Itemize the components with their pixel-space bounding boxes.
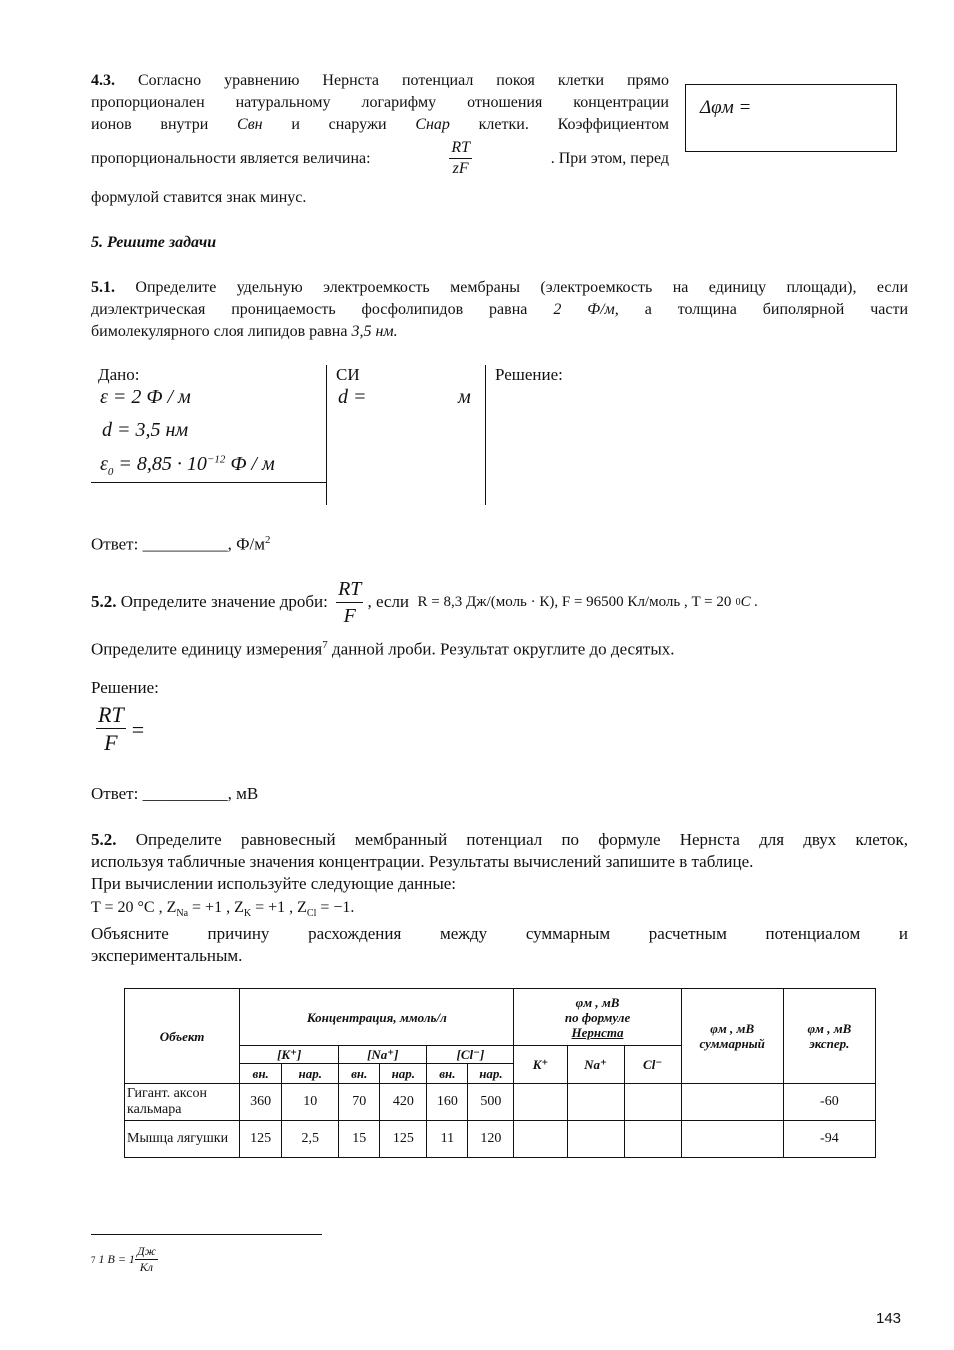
- page-number: 143: [876, 1310, 902, 1327]
- given-label: Дано:: [98, 365, 140, 384]
- s52b-line-1: 5.2. Определите равновесный мембранный потенциал по формуле Нернста для двух клеток,: [91, 830, 909, 849]
- cell-cl-in: 160: [427, 1084, 468, 1121]
- si-label: СИ: [336, 365, 360, 384]
- cl-out-header: нар.: [468, 1064, 514, 1084]
- s51-line-1: 5.1. Определите удельную электроемкость мембраны (электроемкость на единицу площади), если: [91, 279, 909, 296]
- row-object: Мышца лягушки: [125, 1121, 240, 1158]
- header-object: Объект: [125, 989, 240, 1084]
- cell-nernst-na: [567, 1084, 624, 1121]
- solution-fraction-52: $\frac{RT}{F}$ =: [98, 702, 145, 755]
- solution-label-52: Решение:: [91, 678, 159, 697]
- s43-line-2: пропорционален натуральному логарифму отношения концентрации: [91, 94, 669, 111]
- cell-sum: [681, 1084, 783, 1121]
- s52b-line-4: T = 20 °C , $Z_{Na} = +1$ , $Z_K = +1$ , $Z_{Cl} = -1$.: [91, 899, 355, 920]
- s51-line-2: диэлектрическая проницаемость фосфолипидов равна 2 Ф/м, а толщина биполярной части: [91, 301, 909, 318]
- ion-na-header: [Na⁺]: [339, 1046, 427, 1064]
- s43-line-1: 4.3. Согласно уравнению Нернста потенциал покоя клетки прямо: [91, 72, 669, 89]
- s52a-line-1: 5.2. Определите значение дроби: $\frac{RT}{F}$ , если R = 8,3 Дж/(моль · К), F = 96500 Кл/моль , T = 20 0 C .: [91, 577, 759, 627]
- s43-line-5: формулой ставится знак минус.: [91, 189, 307, 206]
- k-in-header: вн.: [240, 1064, 282, 1084]
- given-thickness: d = 3,5 нм: [102, 419, 189, 441]
- s52b-line-2: используя табличные значения концентрации. Результаты вычислений запишите в таблице.: [91, 852, 754, 871]
- cell-cl-in: 11: [427, 1121, 468, 1158]
- s52a-line-2: Определите единицу измерения$^7$ данной лроби. Результат округлите до десятых.: [91, 639, 675, 659]
- cell-na-in: 70: [339, 1084, 380, 1121]
- footnote-rule: [91, 1234, 322, 1235]
- s52b-line-5: Объясните причину расхождения между суммарным расчетным потенциалом и: [91, 924, 908, 943]
- header-sum: φм , мВ суммарный: [681, 989, 783, 1084]
- cell-k-in: 125: [240, 1121, 282, 1158]
- table-row: [125, 1084, 876, 1121]
- nernst-na: Na⁺: [567, 1046, 624, 1084]
- given-underline: [91, 482, 327, 483]
- cell-k-out: 10: [282, 1084, 339, 1121]
- cell-sum: [681, 1121, 783, 1158]
- s43-line-3: ионов внутри Свн и снаружи Снар клетки. Коэффициентом: [91, 116, 670, 133]
- cell-k-in: 360: [240, 1084, 282, 1121]
- cell-na-out: 420: [380, 1084, 427, 1121]
- cell-cl-out: 120: [468, 1121, 514, 1158]
- si-unit: м: [458, 386, 471, 408]
- ion-cl-header: [Cl⁻]: [427, 1046, 514, 1064]
- cell-na-out: 125: [380, 1121, 427, 1158]
- na-out-header: нар.: [380, 1064, 427, 1084]
- s43-line-4: пропорциональности является величина: $\frac{RT}{zF}$ . При этом, перед: [91, 139, 669, 177]
- given-si-divider: [326, 365, 327, 505]
- cell-nernst-k: [514, 1121, 567, 1158]
- section-5-heading: 5. Решите задачи: [91, 234, 217, 251]
- cell-na-in: 15: [339, 1121, 380, 1158]
- nernst-k: K⁺: [514, 1046, 567, 1084]
- na-in-header: вн.: [339, 1064, 380, 1084]
- cell-nernst-cl: [624, 1084, 681, 1121]
- si-d: d =: [338, 386, 367, 408]
- table-row: [125, 1121, 876, 1158]
- footnote-fraction: $\frac{Дж}{Кл}$: [136, 1244, 156, 1274]
- given-epsilon: ε = 2 Ф / м: [100, 386, 191, 408]
- cl-in-header: вн.: [427, 1064, 468, 1084]
- k-out-header: нар.: [282, 1064, 339, 1084]
- cell-exp: -60: [783, 1084, 875, 1121]
- footnote-mark: 7: [91, 1254, 96, 1265]
- cell-nernst-cl: [624, 1121, 681, 1158]
- s52b-line-6: экспериментальным.: [91, 946, 243, 965]
- s52b-line-3: При вычислении используйте следующие данные:: [91, 874, 457, 893]
- rt-zf-fraction: $\frac{RT}{zF}$: [451, 139, 470, 177]
- ion-k-header: [K⁺]: [240, 1046, 339, 1064]
- cell-nernst-na: [567, 1121, 624, 1158]
- row-object: Гигант. аксон кальмара: [125, 1084, 240, 1121]
- solution-label-51: Решение:: [495, 365, 563, 384]
- header-nernst: φм , мВ по формуле Нернста: [514, 989, 681, 1046]
- solution-rt-f-fraction: $\frac{RT}{F}$: [98, 702, 124, 755]
- answer-52: Ответ: __________, мВ: [91, 784, 259, 803]
- nernst-cl: Cl⁻: [624, 1046, 681, 1084]
- header-concentration: Концентрация, ммоль/л: [240, 989, 514, 1046]
- answer-box-delta-phi: Δφм =: [685, 84, 897, 152]
- cell-exp: -94: [783, 1121, 875, 1158]
- cell-k-out: 2,5: [282, 1121, 339, 1158]
- footnote: 7 1 В = 1 $\frac{Дж}{Кл}$: [91, 1244, 156, 1274]
- header-exp: φм , мВ экспер.: [783, 989, 875, 1084]
- s51-line-3: бимолекулярного слоя липидов равна 3,5 нм.: [91, 323, 398, 340]
- rt-f-fraction: $\frac{RT}{F}$: [338, 577, 362, 627]
- cell-cl-out: 500: [468, 1084, 514, 1121]
- answer-51: Ответ: __________, $Ф/м^2$: [91, 534, 271, 554]
- si-solution-divider: [485, 365, 486, 505]
- cell-nernst-k: [514, 1084, 567, 1121]
- given-epsilon0: $\varepsilon_0 = 8,85 \cdot 10^{-12}$ Ф / м: [100, 453, 275, 478]
- nernst-table: [124, 988, 876, 1158]
